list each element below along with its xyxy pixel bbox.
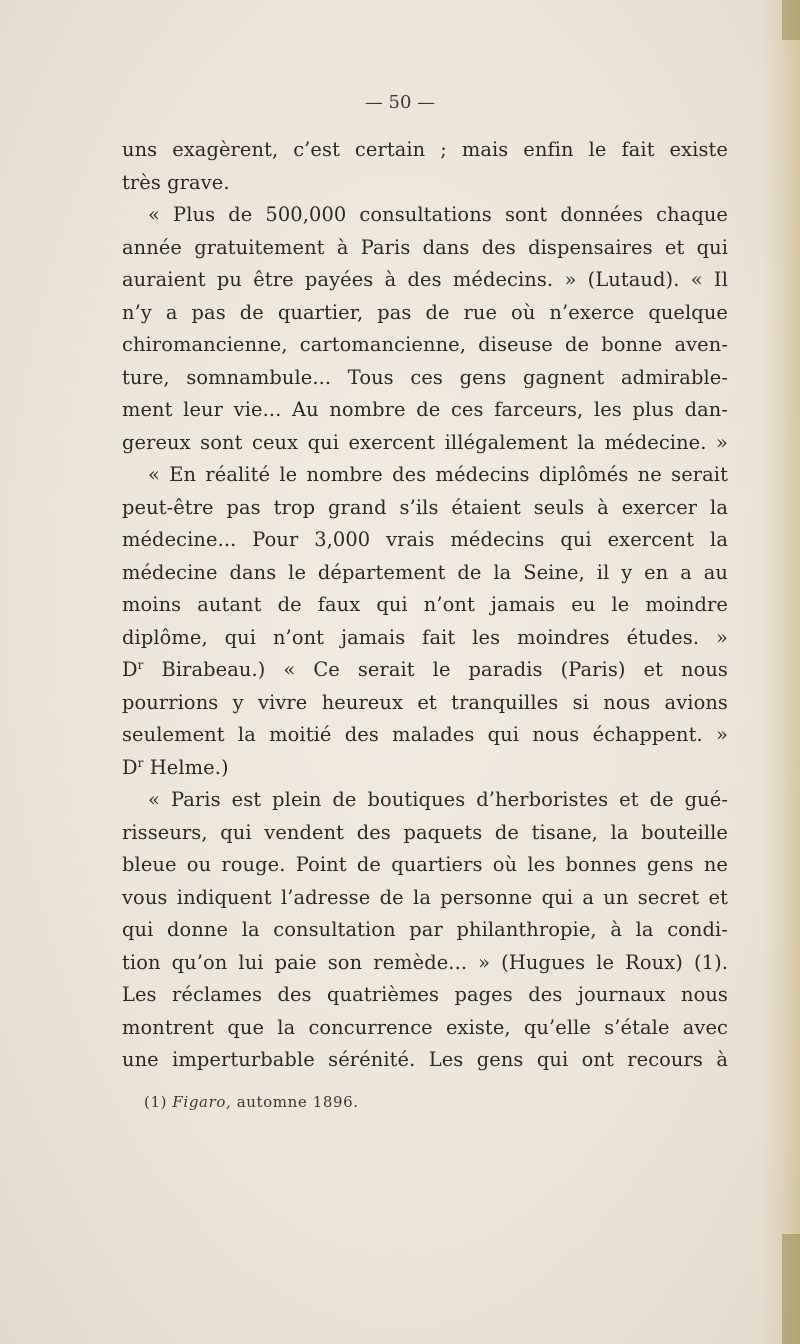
text-line: uns exagèrent, c’est certain ; mais enfin le fait existe	[122, 138, 728, 161]
text-line: diplôme, qui n’ont jamais fait les moindres études. »	[122, 625, 728, 649]
text-line: seulement la moitié des malades qui nous échappent. »	[122, 723, 728, 746]
text-line: Les réclames des quatrièmes pages des journaux nous	[122, 983, 728, 1006]
text-line: « Plus de 500,000 consultations sont données chaque	[148, 203, 728, 226]
text-line: année gratuitement à Paris dans des dispensaires et qui	[122, 235, 728, 259]
footnote-source: Figaro,	[172, 1093, 232, 1111]
text-line: très grave.	[122, 170, 230, 194]
text-line: pourrions y vivre heureux et tranquilles si nous avions	[122, 690, 728, 714]
page-number: — 50 —	[364, 92, 436, 113]
text-line: une imperturbable sérénité. Les gens qui ont recours à	[122, 1048, 728, 1071]
text-line: ture, somnambule... Tous ces gens gagnent admirable-	[122, 365, 728, 389]
footnote-marker: (1)	[144, 1093, 173, 1111]
text-line: bleue ou rouge. Point de quartiers où les bonnes gens ne	[122, 853, 728, 876]
text-line: tion qu’on lui paie son remède... » (Hugues le Roux) (1).	[122, 950, 728, 974]
top-corner-stain	[782, 0, 800, 40]
page-edge-stain	[760, 0, 800, 1344]
text-line: moins autant de faux qui n’ont jamais eu le moindre	[122, 593, 728, 616]
text-line: médecine... Pour 3,000 vrais médecins qui exercent la	[122, 528, 728, 551]
text-line: ment leur vie... Au nombre de ces farceurs, les plus dan-	[122, 398, 728, 421]
text-line: vous indiquent l’adresse de la personne qui a un secret et	[122, 885, 728, 909]
bottom-corner-stain	[782, 1234, 800, 1344]
text-line-with-superscript: $D^r$ Birabeau.) « Ce serait le paradis (Paris) et nous	[122, 658, 728, 681]
text-line: « Paris est plein de boutiques d’herboristes et de gué-	[148, 788, 728, 811]
text-line: gereux sont ceux qui exercent illégalement la médecine. »	[122, 430, 728, 454]
text-line: « En réalité le nombre des médecins diplômés ne serait	[148, 463, 728, 486]
text-line-with-superscript: $D^r$ Helme.)	[122, 755, 229, 779]
text-line: auraient pu être payées à des médecins. » (Lutaud). « Il	[122, 268, 728, 291]
footnote	[144, 1093, 359, 1111]
text-line: peut-être pas trop grand s’ils étaient seuls à exercer la	[122, 495, 728, 519]
text-line: chiromancienne, cartomancienne, diseuse de bonne aven-	[122, 333, 728, 356]
footnote-detail: automne 1896.	[231, 1093, 359, 1111]
body-text	[122, 134, 728, 1077]
text-line: médecine dans le département de la Seine, il y en a au	[122, 560, 728, 584]
text-line: risseurs, qui vendent des paquets de tisane, la bouteille	[122, 820, 728, 844]
text-line: qui donne la consultation par philanthropie, à la condi-	[122, 918, 728, 941]
text-line: montrent que la concurrence existe, qu’elle s’étale avec	[122, 1015, 728, 1039]
text-line: n’y a pas de quartier, pas de rue où n’exerce quelque	[122, 300, 728, 324]
